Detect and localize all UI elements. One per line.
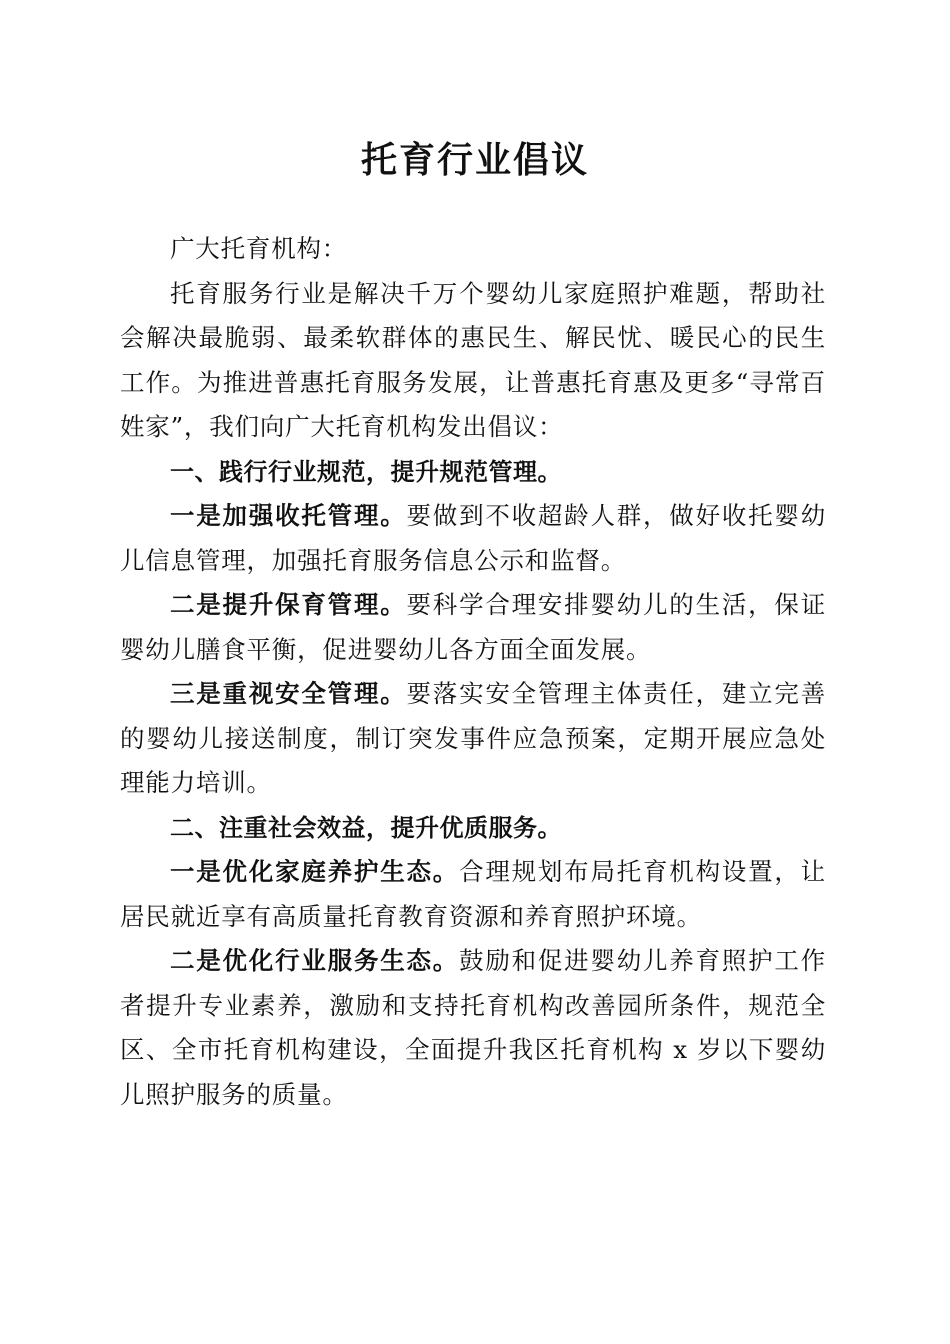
item-lead: 一是优化家庭养护生态。 [170,857,460,886]
document-body [120,227,826,1117]
item-text: 鼓励和促进婴幼儿养育照护工作者提升专业素养，激励和支持托育机构改善园所条件，规范全区、全市托育机构建设，全面提升我区托育机构 x 岁以下婴幼儿照护服务的质量。 [120,946,826,1109]
item-text: 要落实安全管理主体责任，建立完善的婴幼儿接送制度，制订突发事件应急预案，定期开展应急处理能力培训。 [120,679,826,797]
item-lead: 三是重视安全管理。 [170,679,407,708]
section-heading-1: 一、践行行业规范，提升规范管理。 [170,457,562,486]
intro-paragraph: 托育服务行业是解决千万个婴幼儿家庭照护难题，帮助社会解决最脆弱、最柔软群体的惠民生、解民忧、暖民心的民生工作。为推进普惠托育服务发展，让普惠托育惠及更多“寻常百姓家”，我们向广大托育机构发出倡议： [120,278,826,441]
section-2-item-2 [120,939,826,1117]
section-2-item-1 [120,850,826,939]
item-text: 要科学合理安排婴幼儿的生活，保证婴幼儿膳食平衡，促进婴幼儿各方面全面发展。 [120,590,826,664]
section-heading-2: 二、注重社会效益，提升优质服务。 [170,813,562,842]
document-title: 托育行业倡议 [360,139,589,181]
item-text: 要做到不收超龄人群，做好收托婴幼儿信息管理，加强托育服务信息公示和监督。 [120,501,826,575]
item-lead: 二是提升保育管理。 [170,590,407,619]
item-text: 合理规划布局托育机构设置，让居民就近享有高质量托育教育资源和养育照护环境。 [120,857,826,931]
section-1-item-2 [120,583,826,672]
item-lead: 二是优化行业服务生态。 [170,946,460,975]
salutation: 广大托育机构： [170,234,348,263]
section-1-item-1 [120,494,826,583]
item-lead: 一是加强收托管理。 [170,501,407,530]
section-1-item-3 [120,672,826,806]
